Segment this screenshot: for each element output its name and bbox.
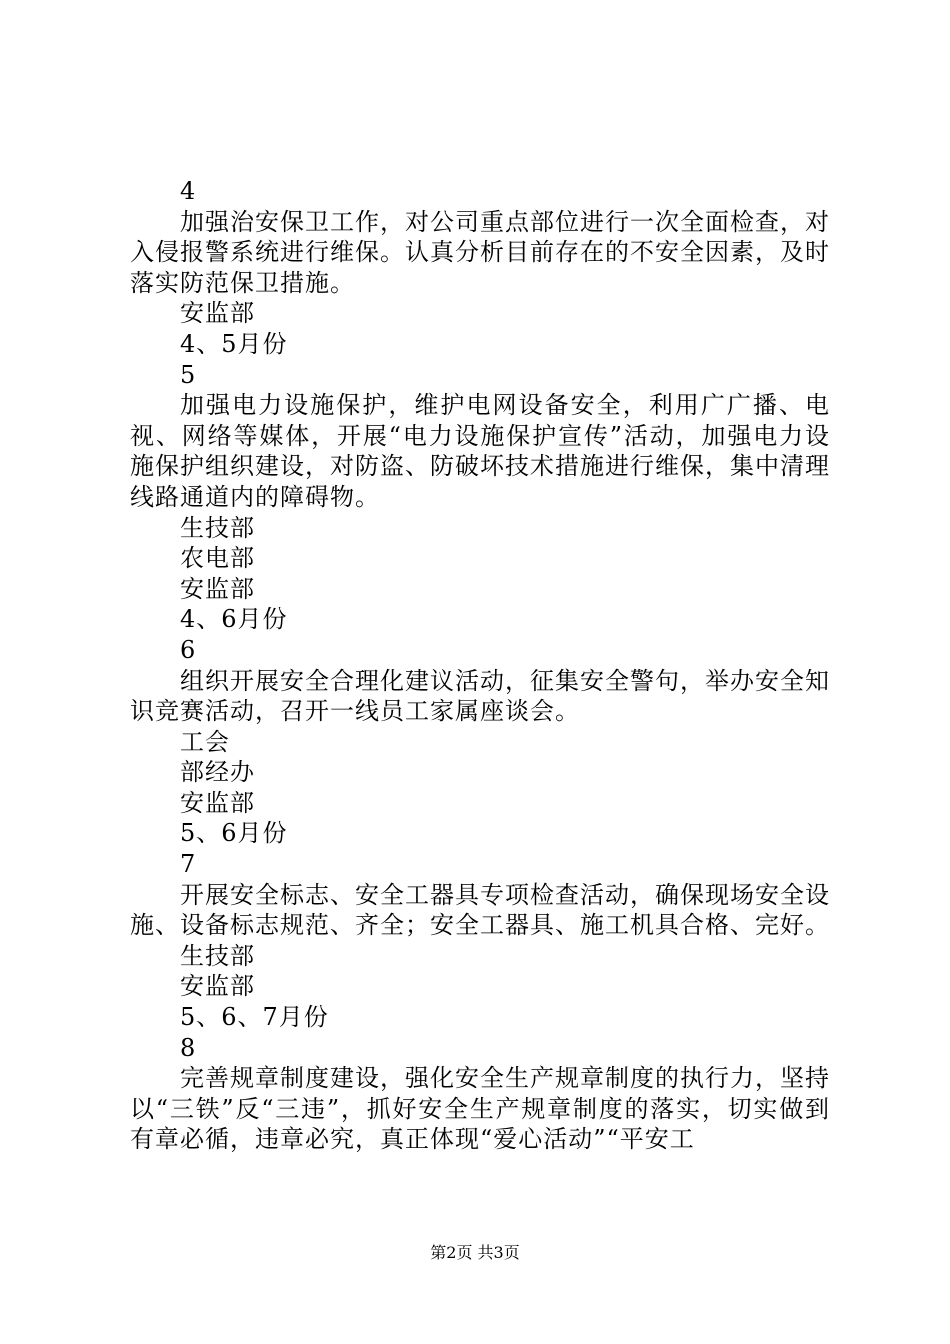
item-text: 组织开展安全合理化建议活动，征集安全警句，举办安全知识竞赛活动，召开一线员工家属座谈会。 — [130, 666, 830, 726]
item-time: 4、5月份 — [180, 329, 288, 358]
item-dept: 生技部 — [180, 941, 255, 970]
item-time: 4、6月份 — [180, 605, 288, 634]
item-number: 6 — [180, 635, 197, 664]
item-dept: 安监部 — [180, 574, 255, 603]
item-text: 完善规章制度建设，强化安全生产规章制度的执行力，坚持以“三铁”反“三违”，抓好安全生产规章制度的落实，切实做到有章必循，违章必究，真正体现“爱心活动”“平安工 — [130, 1064, 830, 1154]
item-dept: 安监部 — [180, 972, 255, 1001]
document-body — [130, 176, 830, 1155]
item-dept: 安监部 — [180, 788, 255, 817]
item-number: 5 — [180, 360, 197, 389]
item-dept: 部经办 — [180, 758, 255, 787]
item-time: 5、6月份 — [180, 819, 288, 848]
item-number: 8 — [180, 1033, 197, 1062]
page-footer: 第2页 共3页 — [430, 1243, 520, 1262]
item-text: 加强治安保卫工作，对公司重点部位进行一次全面检查，对入侵报警系统进行维保。认真分析目前存在的不安全因素，及时落实防范保卫措施。 — [130, 207, 830, 297]
item-dept: 安监部 — [180, 299, 255, 328]
item-dept: 农电部 — [180, 544, 255, 573]
item-dept: 生技部 — [180, 513, 255, 542]
item-time: 5、6、7月份 — [180, 1003, 329, 1032]
item-dept: 工会 — [180, 727, 230, 756]
item-text: 加强电力设施保护，维护电网设备安全，利用广广播、电视、网络等媒体，开展“电力设施保护宣传”活动，加强电力设施保护组织建设，对防盗、防破坏技术措施进行维保，集中清理线路通道内的障碍物。 — [130, 391, 830, 511]
item-number: 4 — [180, 177, 197, 205]
item-text: 开展安全标志、安全工器具专项检查活动，确保现场安全设施、设备标志规范、齐全；安全工器具、施工机具合格、完好。 — [130, 880, 830, 940]
item-number: 7 — [180, 850, 197, 879]
